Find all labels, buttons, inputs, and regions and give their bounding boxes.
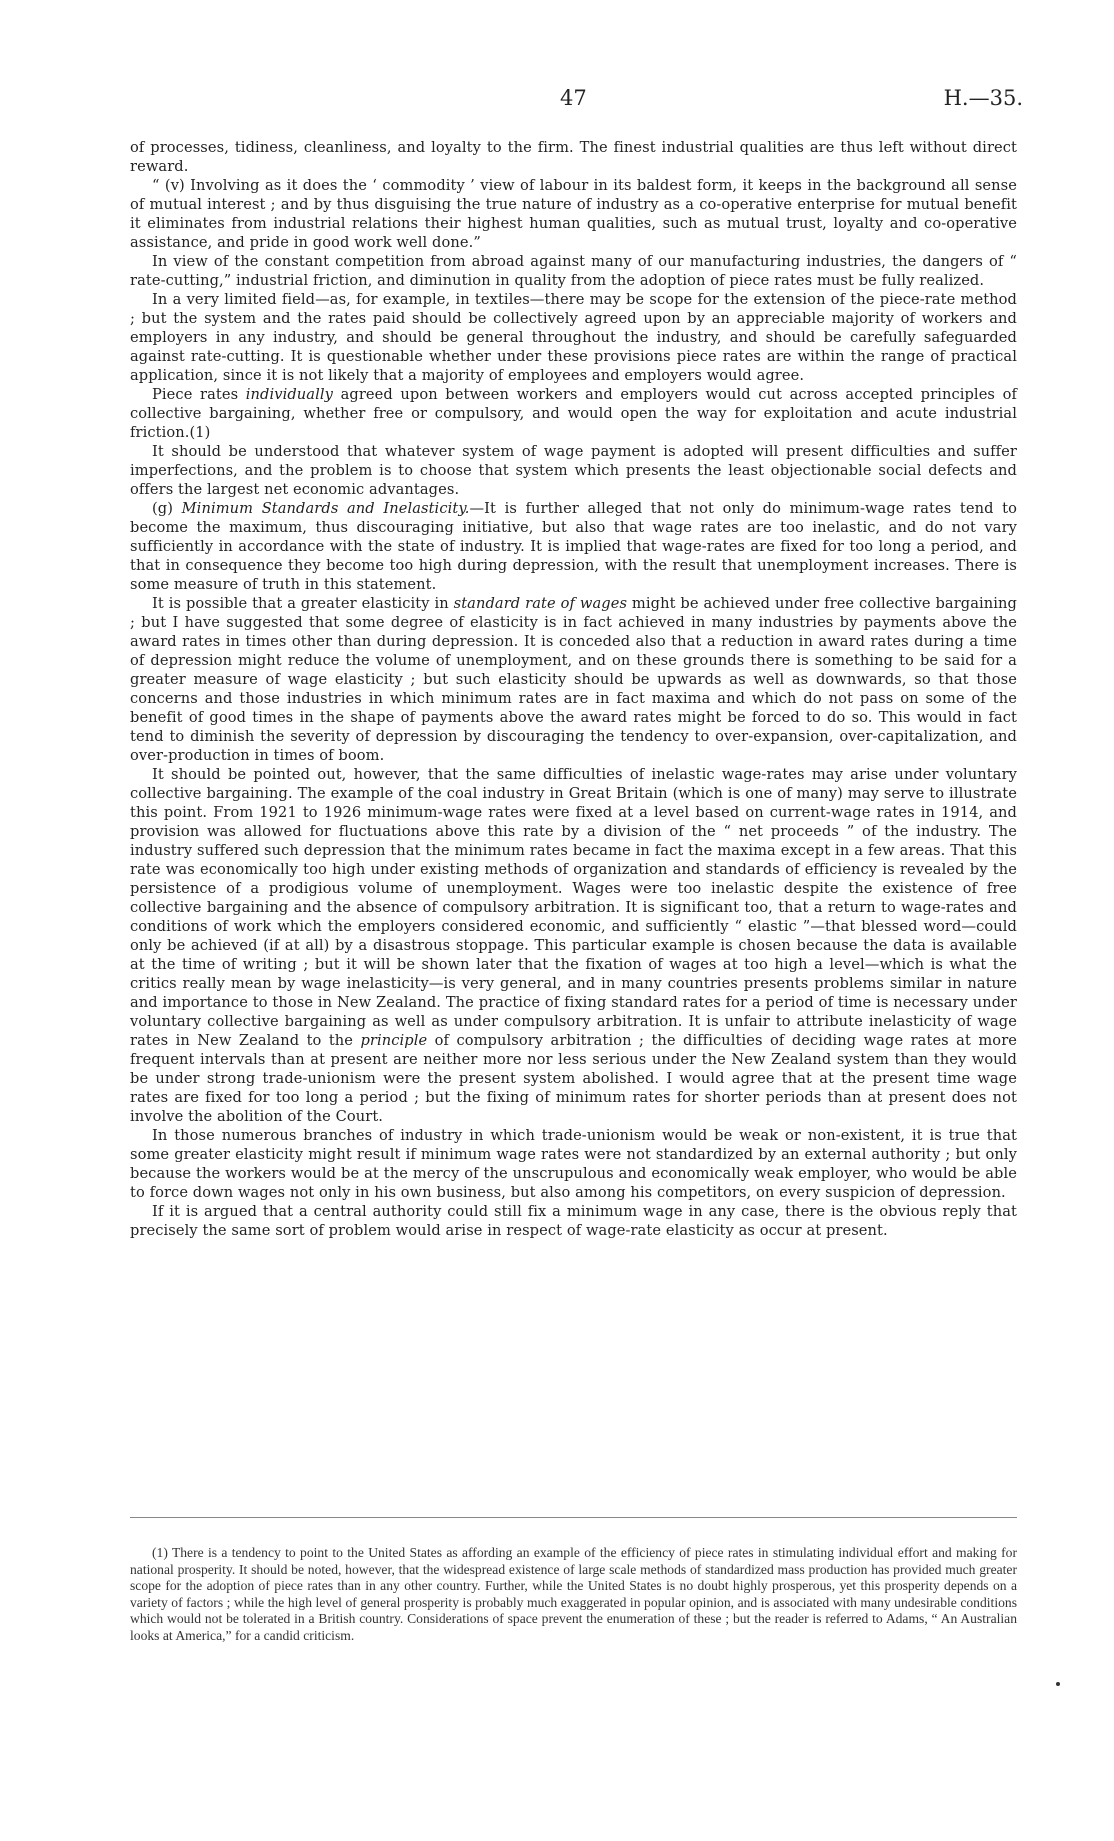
paragraph — [130, 290, 1017, 385]
paragraph — [130, 385, 1017, 442]
footnote-text: (1) There is a tendency to point to the United States as affording an example of the efficiency of piece rates in stimulating individual effort and making for national prosperity. It should be noted, however, that the widespread existence of large scale methods of standardized mass production has provided much greater scope for the adoption of piece rates than in any other country. Further, while the United States is no doubt highly prosperous, yet this prosperity depends on a variety of factors ; while the high level of general prosperity is probably much exaggerated in popular opinion, and is associated with many undesirable conditions which would not be tolerated in a British country. Considerations of space prevent the enumeration of these ; but the reader is referred to Adams, “ An Australian looks at America,” for a candid criticism. — [130, 1545, 1017, 1643]
paragraph-text: “ (v) Involving as it does the ‘ commodity ’ view of labour in its baldest form, it keeps in the background all sense of mutual interest ; and by thus disguising the true nature of industry as a co-operative enterprise for mutual benefit it eliminates from industrial relations their highest human qualities, such as mutual trust, loyalty and co-operative assistance, and pride in good work well done.” — [130, 177, 1017, 251]
italic-text: Minimum Standards and Inelasticity. — [181, 500, 470, 517]
paragraph-text: might be achieved under free collective bargaining ; but I have suggested that some degree of elasticity is in fact achieved in many industries by payments above the award rates in times other than during depression. It is conceded also that a reduction in award rates during a time of depression might reduce the volume of unemployment, and on these grounds there is something to be said for a greater measure of wage elasticity ; but such elasticity should be upwards as well as downwards, so that those concerns and those industries in which minimum rates are in fact maxima and which do not pass on some of the benefit of good times in the shape of payments above the award rates might be forced to do so. This would in fact tend to diminish the severity of depression by discouraging the tendency to over-expansion, over-capitalization, and over-production in times of boom. — [130, 595, 1017, 764]
paragraph-text: of compulsory arbitration ; the difficulties of deciding wage rates at more frequent intervals than at present are neither more nor less serious under the New Zealand system than they would be under strong trade-unionism were the present system abolished. I would agree that at the present time wage rates are fixed for too long a period ; but the fixing of minimum rates for shorter periods than at present does not involve the abolition of the Court. — [130, 1032, 1018, 1125]
paragraph — [130, 138, 1017, 176]
footnote-divider — [130, 1517, 1017, 1519]
body-text — [130, 138, 1017, 1240]
paragraph-text: (g) — [152, 500, 182, 517]
paragraph-text: Piece rates — [152, 386, 246, 403]
paragraph-text: In a very limited field—as, for example, in textiles—there may be scope for the extension of the piece-rate method ; but the system and the rates paid should be collectively agreed upon by an appreciable majority of workers and employers in any industry, and should be general throughout the industry, and should be carefully safeguarded against rate-cutting. It is questionable whether under these provisions piece rates are within the range of practical application, since it is not likely that a majority of employees and employers would agree. — [130, 291, 1017, 384]
paragraph-text: It should be understood that whatever system of wage payment is adopted will present difficulties and suffer imperfections, and the problem is to choose that system which presents the least objectionable social defects and offers the largest net economic advantages. — [130, 443, 1017, 498]
margin-dot — [1056, 1682, 1060, 1686]
italic-text: individually — [245, 386, 333, 403]
paragraph-text: If it is argued that a central authority could still fix a minimum wage in any case, there is the obvious reply that precisely the same sort of problem would arise in respect of wage-rate elasticity as occur at present. — [130, 1203, 1017, 1239]
paragraph-text: agreed upon between workers and employers would cut across accepted principles of collective bargaining, whether free or compulsory, and would open the way for exploitation and acute industrial friction.(1) — [130, 386, 1017, 441]
paragraph-text: It is possible that a greater elasticity in — [152, 595, 454, 612]
footnote — [130, 1545, 1017, 1645]
paragraph — [130, 252, 1017, 290]
page-number: 47 — [560, 86, 587, 110]
paragraph — [130, 765, 1017, 1126]
paragraph-text: of processes, tidiness, cleanliness, and loyalty to the firm. The finest industrial qualities are thus left without direct reward. — [130, 139, 1017, 175]
paragraph-text: It should be pointed out, however, that the same difficulties of inelastic wage-rates may arise under voluntary collective bargaining. The example of the coal industry in Great Britain (which is one of many) may serve to illustrate this point. From 1921 to 1926 minimum-wage rates were fixed at a level based on current-wage rates in 1914, and provision was allowed for fluctuations above this rate by a division of the “ net proceeds ” of the industry. The industry suffered such depression that the minimum rates became in fact the maxima except in a few areas. That this rate was economically too high under existing methods of organization and standards of efficiency is revealed by the persistence of a prodigious volume of unemployment. Wages were too inelastic despite the existence of free collective bargaining and the absence of compulsory arbitration. It is significant too, that a return to wage-rates and conditions of work which the employers considered economic, and sufficiently “ elastic ”—that blessed word—could only be achieved (if at all) by a disastrous stoppage. This particular example is chosen because the data is available at the time of writing ; but it will be shown later that the fixation of wages at too high a level—which is what the critics really mean by wage inelasticity—is very general, and in many countries presents problems similar in nature and importance to those in New Zealand. The practice of fixing standard rates for a period of time is necessary under voluntary collective bargaining as well as under compulsory arbitration. It is unfair to attribute inelasticity of wage rates in New Zealand to the — [130, 766, 1017, 1049]
page-header — [0, 86, 1114, 116]
italic-text: principle — [360, 1032, 428, 1049]
paragraph — [130, 499, 1017, 594]
paragraph-text: In view of the constant competition from abroad against many of our manufacturing industries, the dangers of “ rate-cutting,” industrial friction, and diminution in quality from the adoption of piece rates must be fully realized. — [130, 253, 1017, 289]
paragraph — [130, 1202, 1017, 1240]
paragraph — [130, 176, 1017, 252]
paragraph — [130, 1126, 1017, 1202]
paragraph — [130, 442, 1017, 499]
document-reference: H.—35. — [943, 86, 1023, 110]
paragraph — [130, 594, 1017, 765]
paragraph-text: —It is further alleged that not only do minimum-wage rates tend to become the maximum, thus discouraging initiative, but also that wage rates are too inelastic, and do not vary sufficiently in accordance with the state of industry. It is implied that wage-rates are fixed for too long a period, and that in consequence they become too high during depression, with the result that unemployment increases. There is some measure of truth in this statement. — [130, 500, 1017, 593]
paragraph-text: In those numerous branches of industry in which trade-unionism would be weak or non-existent, it is true that some greater elasticity might result if minimum wage rates were not standardized by an external authority ; but only because the workers would be at the mercy of the unscrupulous and economically weak employer, who would be able to force down wages not only in his own business, but also among his competitors, on every suspicion of depression. — [130, 1127, 1017, 1201]
italic-text: standard rate of wages — [453, 595, 628, 612]
